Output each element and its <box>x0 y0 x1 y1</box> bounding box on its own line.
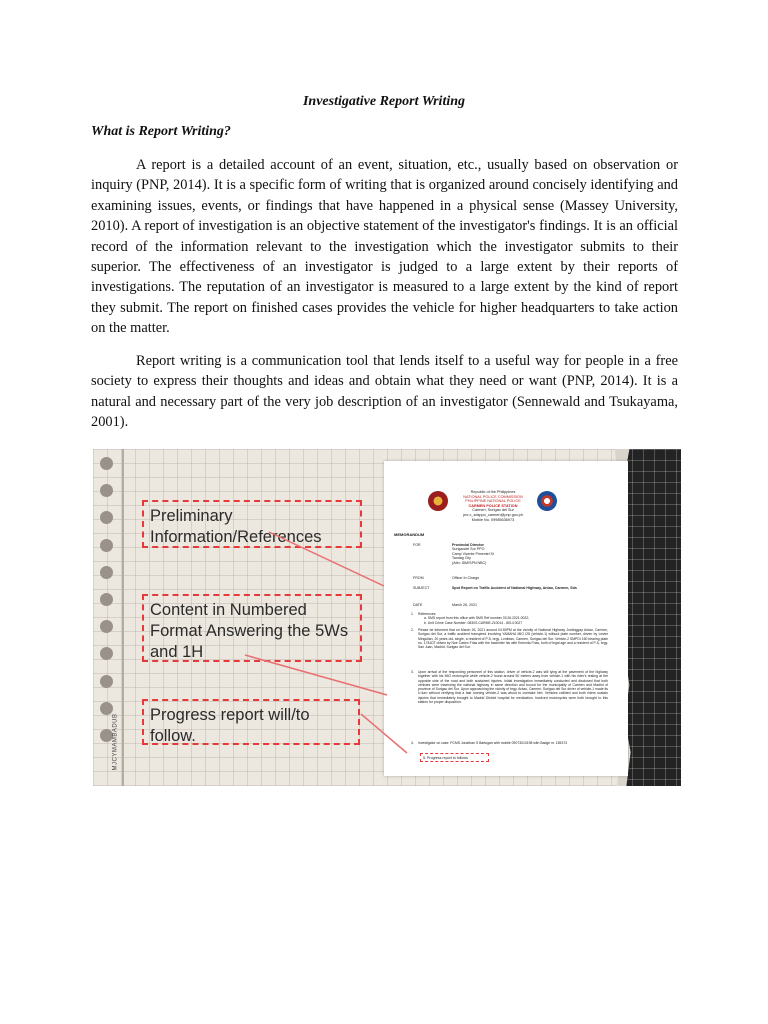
leader-line-3 <box>361 714 407 753</box>
page-title: Investigative Report Writing <box>302 94 466 109</box>
callout-leader-lines <box>93 449 681 786</box>
memo-item-2: 2. Please be informed that on March 26, 2021 around 04:50PM at the vicinity of National Highway Jordinggay Antao, Carmen, Surigao del Sur, a traffic accident transpired involving YAMAHA MIO I25 (vehicle-1) without plate number, driven by Lester Mingullan, 20 years old, single, a resident of P-5, brgy. Lombian, Carmen, Surigao del Sur. Vehicle-2 SMPDI 150 bearing plate no. 1781DT driven by Noe Castro Frias with the backrider his wife Emenita Frias, both of legal age and a resident of P-5, brgy. San Juan, Madrid, Surigao del Sur. <box>411 628 608 650</box>
memo-letterhead: Republic of the Philippines NATIONAL POLICE COMMISSION PHILIPPINE NATIONAL POLICE CARMEN POLICE STATION Carmen, Surigao del Sur pnr.c_sdsppo_carmen@pnp.gov.ph Mobile No. 09985636973 <box>463 490 523 522</box>
memo-item-4: 4. Investigator on case: PCMS Jonathan S Bartugan with mobile 09073010198 with Badge nr. 155373 <box>411 741 568 745</box>
leader-line-1 <box>269 532 384 586</box>
memo-label: MEMORANDUM <box>394 532 425 537</box>
memo-item-3: 3. Upon arrival of the responding personnel of this station, driver of vehicle-2 was still lying at the pavement of the highway together with his MIO motorcycle while vehicle-2 found around 50 meters away from vehicle-1 with his rider's resting at the opposite side of the road and both sustained injuries. Initial investigation immediately conducted and disclosed that both vehicles were traversing the national highway in same direction and bound for the municipality of Carmen and Madrid of province of Surigao del Sur. Upon approaching the vicinity of brgy. Antao, Carmen, Surigao del Sur driver of vehicle-1 made its U-turn without verifying that a fast running vehicle-2 was about to overtake him. Vehicles collided and both riders sustain injuries that immediately brought to Madrid District hospital for medication. Involved motorcycles were both brought to this station for proper disposition. <box>411 670 608 705</box>
section-heading: What is Report Writing? <box>91 124 231 139</box>
memorandum-document: Republic of the Philippines NATIONAL POLICE COMMISSION PHILIPPINE NATIONAL POLICE CARMEN POLICE STATION Carmen, Surigao del Sur pnr.c_sdsppo_carmen@pnp.gov.ph Mobile No. 09985636973 MEMORANDUM FOR Provincial Director Surigaodel Sur PPO Camp Vicente Pimentel Sr Tandag City (Attn: IDM/SPN NBC) FROM Officer In Charge SUBJECT Spot Report on Traffic Accident of National Highway, Antao, Carmen, Sds DATE March 26, 2021 1. References: a. SMS report from this office with SMS Ref number 03.26.2021.0022; b. Unit Crime Case Number: 0830S-CARME-210014 - 8014 0027 2. Please be informed that on March 26, 2021 around 04:50PM at the vicinity of National Highway Jordinggay Antao, Carmen, Surigao del Sur, a traffic accident transpired involving YAMAHA MIO I25 (vehicle-1) without plate number, driven by Lester Mingullan, 20 years old, single, a resident of P-5, brgy. Lombian, Carmen, Surigao del Sur. Vehicle-2 SMPDI 150 bearing plate no. 1781DT driven by Noe Castro Frias with the backrider his wife Emenita Frias, both of legal age and a resident of P-5, brgy. San Juan, Madrid, Surigao del Sur. 3. Upon arrival of the responding personnel of this station, driver of vehicle-2 was still lying at the pavement of the highway together with his MIO motorcycle while vehicle-2 found around 50 meters away from vehicle-1 with his rider's resting at the opposite side of the road and both sustained injuries. Initial investigation immediately conducted and disclosed that both vehicles were traversing the national highway in same direction and bound for the municipality of Carmen and Madrid of province of Surigao del Sur. Upon approaching the vicinity of brgy. Antao, Carmen, Surigao del Sur driver of vehicle-1 made its U-turn without verifying that a fast running vehicle-2 was about to overtake him. Vehicles collided and both riders sustain injuries that immediately brought to Madrid District hospital for medication. Involved motorcycles were both brought to this station for proper disposition. 4. Investigator on case: PCMS Jonathan S Bartugan with mobile 09073010198 with Badge nr. 155373 5. Progress report to follows <box>384 461 628 776</box>
memo-references: 1. References: a. SMS report from this office with SMS Ref number 03.26.2021.0022; b. Unit Crime Case Number: 0830S-CARME-210014 - 8014 0027 <box>411 612 530 625</box>
paragraph-1: A report is a detailed account of an event, situation, etc., usually based on observation or inquiry (PNP, 2014). It is a specific form of writing that is organized around concisely identifying and examining issues, events, or findings that have happened in a physical sense (Massey University, 2010). A report of investigation is an objective statement of the investigator's findings. It is an official record of the information relevant to the investigation which the investigator submits to their superior. The effectiveness of an investigator is judged to a large extent by their reports of investigations. The reputation of an investigator is measured to a large extent by the kind of report they submit. The report on finished cases provides the vehicle for higher headquarters to take action on the matter. <box>91 157 678 337</box>
image-credit: MJCYMAMBADUB <box>112 713 119 771</box>
report-structure-figure <box>93 449 681 786</box>
leader-line-2 <box>245 655 387 695</box>
paragraph-2: Report writing is a communication tool that lends itself to a useful way for people in a free society to express their thoughts and ideas and obtain what they need or want (PNP, 2014). It is a natural and necessary part of the very job description of an investigator (Sennewald and Tsukayama, 2001). <box>91 353 678 431</box>
memo-item-5-progress: 5. Progress report to follows <box>420 753 489 762</box>
callout-progress-report: Progress report will/to follow. <box>142 699 360 745</box>
callout-preliminary-info: Preliminary Information/References <box>142 500 362 548</box>
callout-numbered-content: Content in Numbered Format Answering the 5Ws and 1H <box>142 594 362 662</box>
